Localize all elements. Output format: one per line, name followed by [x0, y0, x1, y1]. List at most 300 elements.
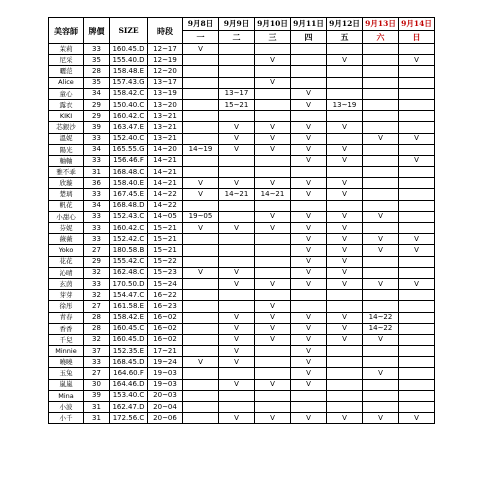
stylist-name-cell: 軸軸 — [49, 155, 84, 166]
stylist-name-cell: 小千 — [49, 413, 84, 424]
day-cell — [219, 368, 255, 379]
size-cell: 160.45.D — [110, 334, 148, 345]
day-cell — [183, 256, 219, 267]
day-cell — [255, 290, 291, 301]
day-cell — [327, 66, 363, 77]
day-cell: V — [399, 413, 435, 424]
day-cell — [363, 55, 399, 66]
day-cell — [291, 66, 327, 77]
price-cell: 29 — [84, 99, 110, 110]
header-weekday: 五 — [327, 31, 363, 44]
size-cell: 161.58.E — [110, 301, 148, 312]
header-weekday: 三 — [255, 31, 291, 44]
day-cell: V — [291, 334, 327, 345]
timeslot-cell: 12~19 — [148, 55, 183, 66]
day-cell — [327, 346, 363, 357]
day-cell: V — [291, 88, 327, 99]
stylist-name-cell: 花花 — [49, 256, 84, 267]
price-cell: 33 — [84, 223, 110, 234]
day-cell — [183, 379, 219, 390]
day-cell: V — [255, 77, 291, 88]
size-cell: 162.47.D — [110, 402, 148, 413]
timeslot-cell: 19~24 — [148, 357, 183, 368]
day-cell: 14~21 — [255, 189, 291, 200]
day-cell: V — [363, 211, 399, 222]
day-cell — [363, 301, 399, 312]
stylist-name-cell: 青春 — [49, 312, 84, 323]
day-cell: V — [291, 189, 327, 200]
day-cell: V — [327, 178, 363, 189]
timeslot-cell: 15~23 — [148, 267, 183, 278]
stylist-name-cell: Yoko — [49, 245, 84, 256]
day-cell — [255, 155, 291, 166]
day-cell — [399, 301, 435, 312]
price-cell: 33 — [84, 189, 110, 200]
day-cell: V — [255, 133, 291, 144]
day-cell: V — [183, 44, 219, 55]
stylist-name-cell: 曉曉 — [49, 357, 84, 368]
day-cell — [399, 167, 435, 178]
day-cell: V — [327, 334, 363, 345]
size-cell: 165.55.G — [110, 144, 148, 155]
day-cell: V — [291, 144, 327, 155]
header-stylist: 美容師 — [49, 18, 84, 44]
timeslot-cell: 16~23 — [148, 301, 183, 312]
day-cell — [291, 200, 327, 211]
day-cell — [363, 77, 399, 88]
size-cell: 158.42.E — [110, 312, 148, 323]
day-cell — [363, 256, 399, 267]
size-cell: 172.56.C — [110, 413, 148, 424]
day-cell — [255, 390, 291, 401]
day-cell — [183, 99, 219, 110]
price-cell: 33 — [84, 278, 110, 289]
table-row — [49, 278, 435, 289]
size-cell: 168.45.D — [110, 357, 148, 368]
table-row — [49, 256, 435, 267]
day-cell — [255, 111, 291, 122]
day-cell — [255, 357, 291, 368]
day-cell: V — [255, 55, 291, 66]
table-row — [49, 379, 435, 390]
day-cell — [327, 111, 363, 122]
price-cell: 28 — [84, 323, 110, 334]
stylist-name-cell: 小波 — [49, 402, 84, 413]
day-cell — [399, 88, 435, 99]
timeslot-cell: 19~03 — [148, 368, 183, 379]
timeslot-cell: 15~24 — [148, 278, 183, 289]
day-cell — [363, 357, 399, 368]
day-cell — [399, 379, 435, 390]
day-cell — [219, 111, 255, 122]
day-cell — [363, 99, 399, 110]
timeslot-cell: 20~06 — [148, 413, 183, 424]
header-price: 牌價 — [84, 18, 110, 44]
day-cell — [327, 368, 363, 379]
day-cell — [291, 111, 327, 122]
price-cell: 35 — [84, 77, 110, 88]
price-cell: 35 — [84, 55, 110, 66]
stylist-name-cell: 芬妮 — [49, 223, 84, 234]
day-cell — [219, 55, 255, 66]
header-weekday-weekend: 六 — [363, 31, 399, 44]
table-row — [49, 133, 435, 144]
table-row — [49, 346, 435, 357]
timeslot-cell: 14~21 — [148, 178, 183, 189]
size-cell: 152.42.C — [110, 234, 148, 245]
day-cell: V — [399, 55, 435, 66]
day-cell — [183, 278, 219, 289]
day-cell: 14~22 — [363, 312, 399, 323]
table-row — [49, 155, 435, 166]
stylist-name-cell: 薇薇 — [49, 234, 84, 245]
day-cell: V — [291, 178, 327, 189]
size-cell: 160.45.C — [110, 323, 148, 334]
day-cell: V — [255, 312, 291, 323]
timeslot-cell: 13~21 — [148, 133, 183, 144]
price-cell: 30 — [84, 379, 110, 390]
day-cell — [183, 55, 219, 66]
day-cell: V — [327, 256, 363, 267]
timeslot-cell: 16~02 — [148, 334, 183, 345]
day-cell — [183, 77, 219, 88]
day-cell: V — [291, 99, 327, 110]
schedule-table — [48, 17, 435, 424]
header-weekday: 二 — [219, 31, 255, 44]
day-cell — [183, 368, 219, 379]
day-cell: V — [183, 223, 219, 234]
stylist-name-cell: 茉莉 — [49, 44, 84, 55]
table-row — [49, 167, 435, 178]
timeslot-cell: 15~21 — [148, 223, 183, 234]
size-cell: 158.42.C — [110, 88, 148, 99]
price-cell: 39 — [84, 390, 110, 401]
day-cell — [255, 88, 291, 99]
timeslot-cell: 16~02 — [148, 323, 183, 334]
day-cell: V — [219, 413, 255, 424]
day-cell: V — [255, 323, 291, 334]
table-row — [49, 390, 435, 401]
day-cell — [183, 155, 219, 166]
day-cell — [363, 122, 399, 133]
day-cell: V — [255, 301, 291, 312]
price-cell: 29 — [84, 111, 110, 122]
day-cell: V — [183, 189, 219, 200]
day-cell — [399, 189, 435, 200]
day-cell — [219, 256, 255, 267]
table-row — [49, 88, 435, 99]
day-cell — [327, 88, 363, 99]
day-cell — [399, 390, 435, 401]
stylist-name-cell: 千兒 — [49, 334, 84, 345]
day-cell: V — [399, 155, 435, 166]
stylist-name-cell: 芽芽 — [49, 290, 84, 301]
day-cell — [255, 99, 291, 110]
day-cell — [183, 167, 219, 178]
day-cell: V — [291, 223, 327, 234]
day-cell — [183, 301, 219, 312]
table-row — [49, 301, 435, 312]
day-cell: V — [291, 256, 327, 267]
price-cell: 31 — [84, 402, 110, 413]
day-cell: V — [327, 144, 363, 155]
day-cell: 14~22 — [363, 323, 399, 334]
day-cell: V — [219, 267, 255, 278]
day-cell: V — [183, 267, 219, 278]
day-cell: V — [291, 368, 327, 379]
stylist-name-cell: Mina — [49, 390, 84, 401]
size-cell: 158.40.E — [110, 178, 148, 189]
day-cell: V — [219, 334, 255, 345]
size-cell: 157.43.G — [110, 77, 148, 88]
day-cell — [255, 368, 291, 379]
stylist-name-cell: 小甜心 — [49, 211, 84, 222]
size-cell: 164.60.F — [110, 368, 148, 379]
stylist-name-cell: 楚璃 — [49, 189, 84, 200]
size-cell: 158.48.E — [110, 66, 148, 77]
stylist-name-cell: 曬范 — [49, 66, 84, 77]
stylist-name-cell: 徐彤 — [49, 301, 84, 312]
stylist-name-cell: 香香 — [49, 323, 84, 334]
table-row — [49, 402, 435, 413]
day-cell: V — [255, 413, 291, 424]
price-cell: 33 — [84, 133, 110, 144]
day-cell — [183, 323, 219, 334]
table-row — [49, 55, 435, 66]
timeslot-cell: 14~20 — [148, 144, 183, 155]
header-date: 9月12日 — [327, 18, 363, 31]
day-cell — [399, 357, 435, 368]
day-cell — [363, 167, 399, 178]
day-cell: V — [399, 133, 435, 144]
day-cell — [255, 44, 291, 55]
day-cell — [219, 211, 255, 222]
day-cell — [219, 234, 255, 245]
day-cell: V — [219, 346, 255, 357]
table-row — [49, 211, 435, 222]
day-cell — [219, 167, 255, 178]
day-cell: V — [327, 55, 363, 66]
day-cell — [183, 346, 219, 357]
day-cell — [255, 245, 291, 256]
timeslot-cell: 16~22 — [148, 290, 183, 301]
day-cell — [291, 77, 327, 88]
table-row — [49, 267, 435, 278]
price-cell: 33 — [84, 44, 110, 55]
price-cell: 31 — [84, 167, 110, 178]
day-cell: V — [291, 346, 327, 357]
day-cell — [255, 267, 291, 278]
day-cell: V — [327, 267, 363, 278]
table-row — [49, 111, 435, 122]
day-cell — [399, 402, 435, 413]
day-cell: V — [255, 278, 291, 289]
day-cell — [255, 402, 291, 413]
timeslot-cell: 20~04 — [148, 402, 183, 413]
table-row — [49, 323, 435, 334]
stylist-name-cell: 帆花 — [49, 200, 84, 211]
size-cell: 167.45.E — [110, 189, 148, 200]
header-weekday: 四 — [291, 31, 327, 44]
timeslot-cell: 17~21 — [148, 346, 183, 357]
table-row — [49, 245, 435, 256]
day-cell: V — [183, 357, 219, 368]
stylist-name-cell: 嵐嵐 — [49, 379, 84, 390]
day-cell — [183, 234, 219, 245]
stylist-name-cell: 陽光 — [49, 144, 84, 155]
day-cell — [327, 200, 363, 211]
day-cell: V — [219, 178, 255, 189]
day-cell: V — [291, 267, 327, 278]
size-cell: 153.40.C — [110, 390, 148, 401]
day-cell — [363, 290, 399, 301]
day-cell: V — [327, 234, 363, 245]
stylist-name-cell: 童心 — [49, 88, 84, 99]
day-cell — [183, 334, 219, 345]
day-cell — [219, 290, 255, 301]
stylist-name-cell: 沁晴 — [49, 267, 84, 278]
day-cell — [363, 379, 399, 390]
day-cell — [399, 334, 435, 345]
day-cell: V — [399, 278, 435, 289]
timeslot-cell: 13~19 — [148, 88, 183, 99]
timeslot-cell: 20~03 — [148, 390, 183, 401]
day-cell: V — [291, 323, 327, 334]
timeslot-cell: 14~21 — [148, 167, 183, 178]
header-size: SIZE — [110, 18, 148, 44]
table-row — [49, 312, 435, 323]
header-date-weekend: 9月14日 — [399, 18, 435, 31]
day-cell: V — [219, 144, 255, 155]
day-cell — [363, 111, 399, 122]
header-date: 9月10日 — [255, 18, 291, 31]
timeslot-cell: 12~17 — [148, 44, 183, 55]
day-cell — [255, 256, 291, 267]
size-cell: 168.48.C — [110, 167, 148, 178]
day-cell — [363, 88, 399, 99]
day-cell — [183, 312, 219, 323]
stylist-name-cell: 芯銀沙 — [49, 122, 84, 133]
price-cell: 34 — [84, 200, 110, 211]
day-cell — [363, 44, 399, 55]
day-cell — [399, 144, 435, 155]
day-cell: V — [327, 245, 363, 256]
day-cell: V — [255, 122, 291, 133]
header-date: 9月11日 — [291, 18, 327, 31]
table-row — [49, 223, 435, 234]
table-row — [49, 44, 435, 55]
day-cell — [183, 88, 219, 99]
day-cell — [183, 111, 219, 122]
day-cell: V — [363, 245, 399, 256]
size-cell: 152.35.E — [110, 346, 148, 357]
size-cell: 170.50.D — [110, 278, 148, 289]
timeslot-cell: 14~22 — [148, 200, 183, 211]
day-cell: V — [291, 122, 327, 133]
day-cell — [219, 402, 255, 413]
day-cell — [363, 267, 399, 278]
day-cell — [399, 211, 435, 222]
timeslot-cell: 14~05 — [148, 211, 183, 222]
size-cell: 152.40.C — [110, 133, 148, 144]
day-cell: V — [399, 234, 435, 245]
day-cell: 19~05 — [183, 211, 219, 222]
day-cell — [399, 368, 435, 379]
day-cell — [291, 44, 327, 55]
day-cell: 14~19 — [183, 144, 219, 155]
day-cell — [399, 178, 435, 189]
timeslot-cell: 19~03 — [148, 379, 183, 390]
day-cell: V — [219, 312, 255, 323]
day-cell: V — [291, 312, 327, 323]
day-cell — [363, 66, 399, 77]
day-cell: V — [291, 234, 327, 245]
header-date-weekend: 9月13日 — [363, 18, 399, 31]
day-cell — [399, 99, 435, 110]
day-cell — [183, 66, 219, 77]
day-cell: V — [291, 357, 327, 368]
price-cell: 33 — [84, 211, 110, 222]
size-cell: 150.40.C — [110, 99, 148, 110]
price-cell: 27 — [84, 301, 110, 312]
day-cell — [219, 301, 255, 312]
stylist-name-cell: 玉兔 — [49, 368, 84, 379]
day-cell — [219, 77, 255, 88]
day-cell: V — [219, 357, 255, 368]
price-cell: 34 — [84, 144, 110, 155]
price-cell: 29 — [84, 256, 110, 267]
day-cell — [255, 167, 291, 178]
stylist-name-cell: Alice — [49, 77, 84, 88]
day-cell — [327, 379, 363, 390]
size-cell: 160.42.C — [110, 223, 148, 234]
day-cell — [327, 402, 363, 413]
price-cell: 36 — [84, 178, 110, 189]
day-cell — [327, 390, 363, 401]
timeslot-cell: 13~20 — [148, 99, 183, 110]
day-cell — [291, 167, 327, 178]
day-cell — [291, 402, 327, 413]
day-cell: V — [219, 133, 255, 144]
price-cell: 27 — [84, 368, 110, 379]
day-cell: V — [291, 413, 327, 424]
day-cell: V — [219, 223, 255, 234]
day-cell — [219, 44, 255, 55]
day-cell — [399, 323, 435, 334]
day-cell: V — [327, 211, 363, 222]
day-cell — [327, 301, 363, 312]
table-row — [49, 144, 435, 155]
day-cell: V — [327, 122, 363, 133]
day-cell — [219, 66, 255, 77]
stylist-name-cell: 露衣 — [49, 99, 84, 110]
day-cell: V — [399, 245, 435, 256]
timeslot-cell: 15~22 — [148, 256, 183, 267]
day-cell — [291, 290, 327, 301]
table-row — [49, 368, 435, 379]
day-cell: V — [219, 323, 255, 334]
day-cell: V — [363, 368, 399, 379]
day-cell: V — [363, 133, 399, 144]
day-cell — [255, 200, 291, 211]
size-cell: 160.45.D — [110, 44, 148, 55]
size-cell: 156.46.F — [110, 155, 148, 166]
stylist-name-cell: 尼采 — [49, 55, 84, 66]
day-cell — [183, 122, 219, 133]
day-cell — [183, 390, 219, 401]
day-cell: V — [363, 278, 399, 289]
table-row — [49, 189, 435, 200]
